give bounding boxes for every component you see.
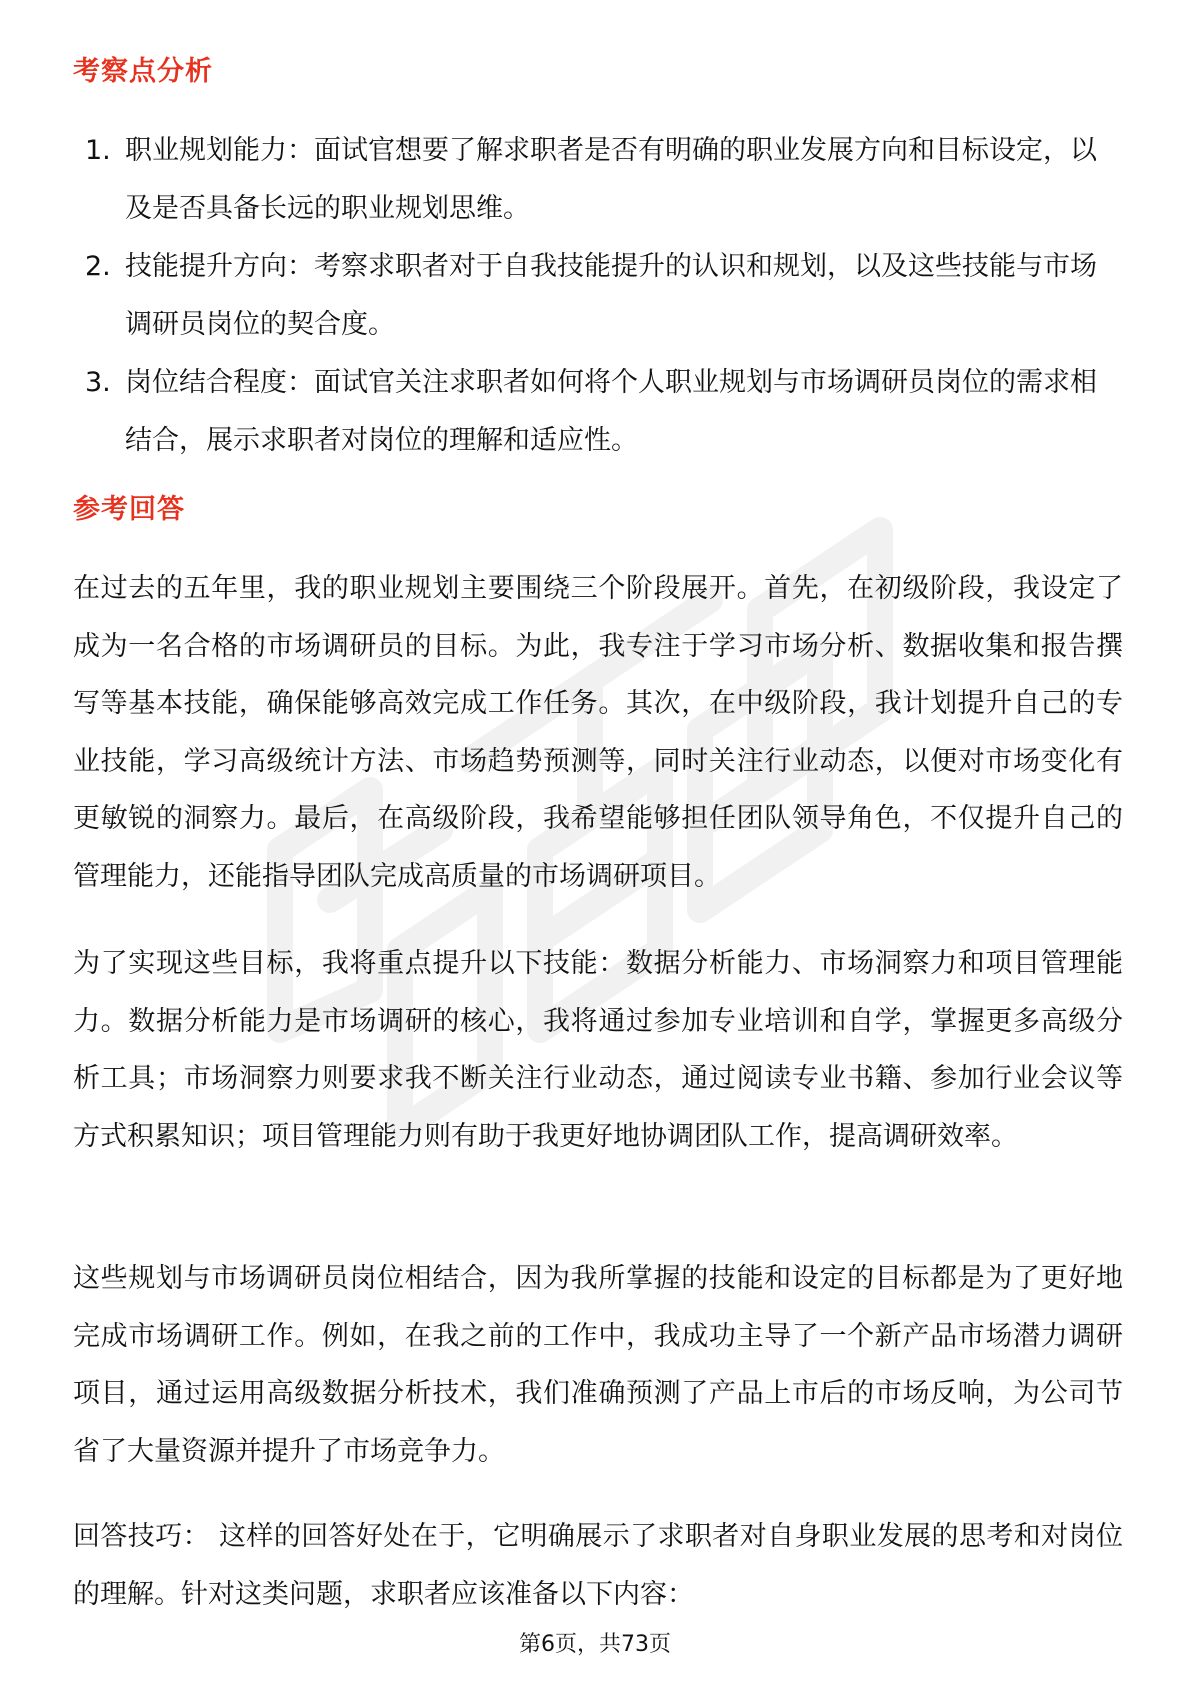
answer-tips-paragraph: 回答技巧： 这样的回答好处在于，它明确展示了求职者对自身职业发展的思考和对岗位的理解。针对这类问题，求职者应该准备以下内容： bbox=[73, 1521, 1123, 1610]
page-footer: 第6页，共73页 bbox=[519, 1632, 671, 1657]
answer-paragraph: 为了实现这些目标，我将重点提升以下技能：数据分析能力、市场洞察力和项目管理能力。数据分析能力是市场调研的核心，我将通过参加专业培训和自学，掌握更多高级分析工具；市场洞察力则要求我不断关注行业动态，通过阅读专业书籍、参加行业会议等方式积累知识；项目管理能力则有助于我更好地协调团队工作，提高调研效率。 bbox=[73, 948, 1123, 1152]
list-item-text: 岗位结合程度：面试官关注求职者如何将个人职业规划与市场调研员岗位的需求相结合，展示求职者对岗位的理解和适应性。 bbox=[125, 367, 1097, 456]
section-title-analysis: 考察点分析 bbox=[73, 56, 213, 87]
list-item-number: 3. bbox=[85, 367, 111, 398]
list-item-number: 2. bbox=[85, 251, 111, 282]
answer-paragraph: 在过去的五年里，我的职业规划主要围绕三个阶段展开。首先，在初级阶段，我设定了成为一名合格的市场调研员的目标。为此，我专注于学习市场分析、数据收集和报告撰写等基本技能，确保能够高效完成工作任务。其次，在中级阶段，我计划提升自己的专业技能，学习高级统计方法、市场趋势预测等，同时关注行业动态，以便对市场变化有更敏锐的洞察力。最后，在高级阶段，我希望能够担任团队领导角色，不仅提升自己的管理能力，还能指导团队完成高质量的市场调研项目。 bbox=[73, 573, 1123, 892]
list-item bbox=[73, 122, 1123, 238]
list-item-number: 1. bbox=[85, 135, 111, 166]
answer-paragraph: 这些规划与市场调研员岗位相结合，因为我所掌握的技能和设定的目标都是为了更好地完成市场调研工作。例如，在我之前的工作中，我成功主导了一个新产品市场潜力调研项目，通过运用高级数据分析技术，我们准确预测了产品上市后的市场反响，为公司节省了大量资源并提升了市场竞争力。 bbox=[73, 1263, 1123, 1467]
list-item bbox=[73, 238, 1123, 354]
section-title-answer: 参考回答 bbox=[73, 494, 185, 525]
list-item-text: 技能提升方向：考察求职者对于自我技能提升的认识和规划，以及这些技能与市场调研员岗位的契合度。 bbox=[125, 251, 1097, 340]
analysis-list bbox=[73, 122, 1123, 470]
list-item bbox=[73, 354, 1123, 470]
list-item-text: 职业规划能力：面试官想要了解求职者是否有明确的职业发展方向和目标设定，以及是否具备长远的职业规划思维。 bbox=[125, 135, 1097, 224]
